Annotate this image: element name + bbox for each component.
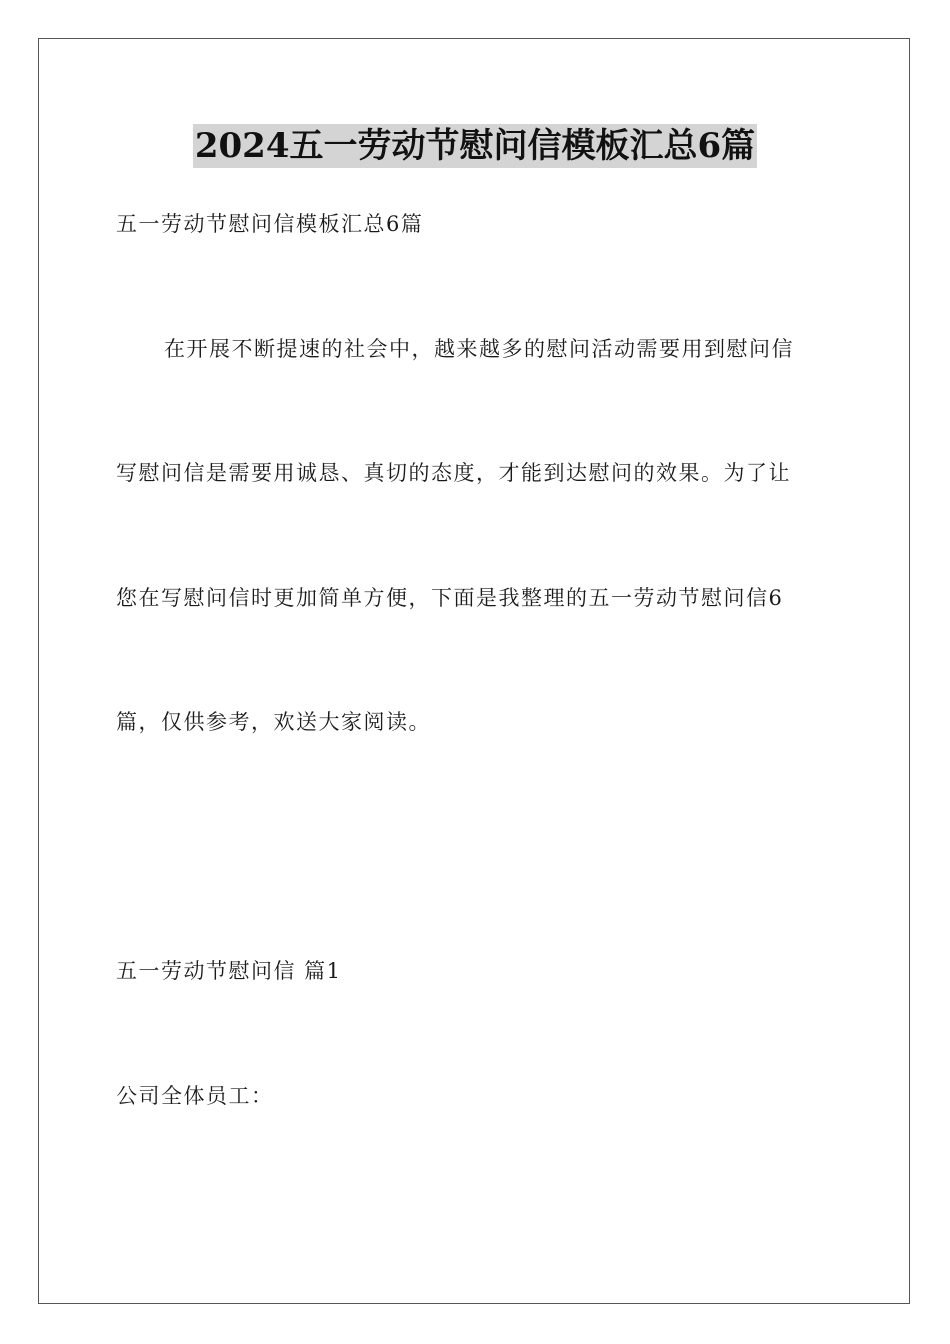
document-subtitle: 五一劳动节慰问信模板汇总6篇 — [116, 212, 424, 236]
salutation: 公司全体员工： — [116, 1084, 274, 1108]
intro-line-3: 您在写慰问信时更加简单方便，下面是我整理的五一劳动节慰问信6 — [116, 586, 784, 610]
intro-line-2: 写慰问信是需要用诚恳、真切的态度，才能到达慰问的效果。为了让 — [116, 461, 791, 485]
intro-line-4: 篇，仅供参考，欢送大家阅读。 — [116, 710, 431, 734]
title-container — [0, 124, 950, 168]
intro-line-1: 在开展不断提速的社会中，越来越多的慰问活动需要用到慰问信 — [164, 337, 794, 361]
document-title: 2024五一劳动节慰问信模板汇总6篇 — [194, 126, 756, 166]
section-heading: 五一劳动节慰问信 篇1 — [116, 959, 342, 983]
